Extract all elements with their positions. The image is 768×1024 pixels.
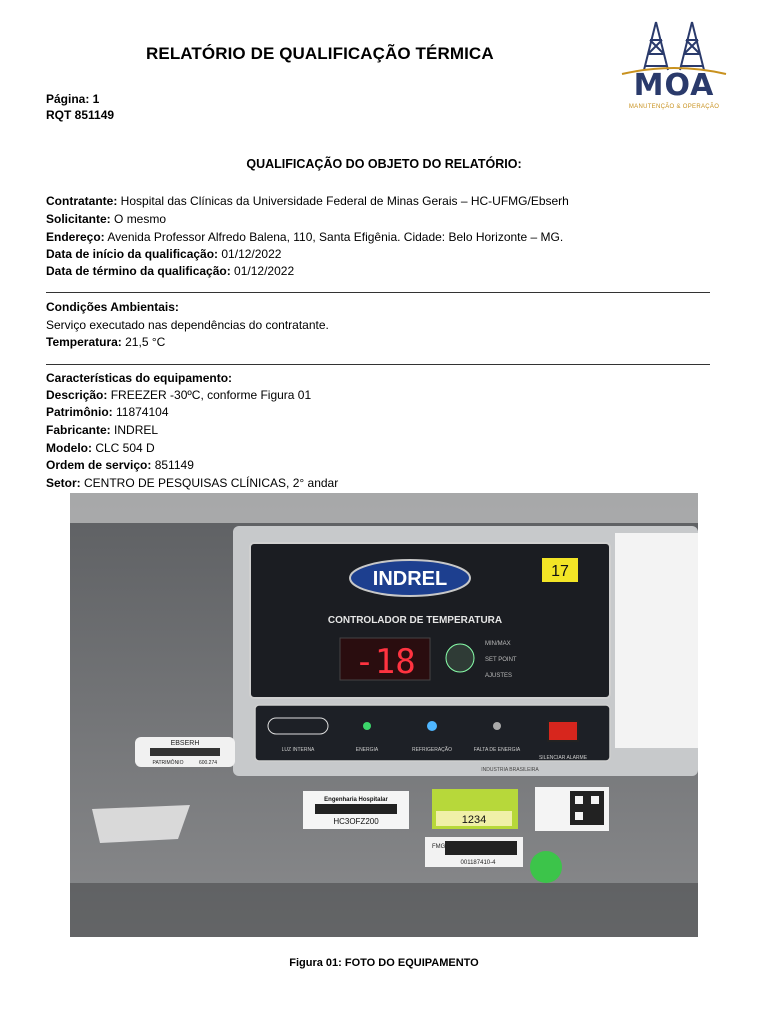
status-falta: FALTA DE ENERGIA [473, 747, 521, 753]
equipment-heading [46, 371, 232, 385]
endereco-line [46, 230, 563, 244]
green-tag-number: 1234 [461, 814, 487, 826]
report-title: RELATÓRIO DE QUALIFICAÇÃO TÉRMICA [146, 44, 494, 63]
fabricante-label: Fabricante: [46, 423, 111, 437]
solicitante-line [46, 212, 166, 226]
status-energia: ENERGIA [355, 747, 379, 753]
ebserh-tag: EBSERH [170, 740, 200, 747]
equipment-photo [70, 493, 698, 937]
patrimonio-value: 11874104 [112, 405, 169, 419]
endereco-label: Endereço: [46, 230, 105, 244]
controller-label: CONTROLADOR DE TEMPERATURA [327, 615, 503, 626]
solicitante-value: O mesmo [110, 212, 167, 226]
made-in-label: INDUSTRIA BRASILEIRA [481, 767, 539, 773]
solicitante-label: Solicitante: [46, 212, 111, 226]
mode-label-setpoint: SET POINT [485, 657, 517, 663]
termino-line [46, 264, 294, 278]
endereco-value: Avenida Professor Alfredo Balena, 110, Santa Efigênia. Cidade: Belo Horizonte – MG. [104, 230, 564, 244]
logo-text: MOA [633, 68, 715, 103]
inicio-line [46, 247, 281, 261]
report-id: RQT 851149 [46, 108, 115, 122]
termino-value: 01/12/2022 [230, 264, 295, 278]
patrimonio-label: Patrimônio: [46, 405, 113, 419]
eng-label: Engenharia Hospitalar [324, 797, 388, 803]
contratante-line [46, 194, 569, 208]
os-value: 851149 [151, 458, 194, 472]
status-luz: LUZ INTERNA [281, 747, 315, 753]
logo-subtitle: MANUTENÇÃO & OPERAÇÃO [628, 104, 720, 110]
setor-line [46, 476, 338, 490]
divider-1 [46, 292, 710, 293]
temperature-value: 21,5 °C [121, 335, 166, 349]
descricao-label: Descrição: [46, 388, 108, 402]
fmg-code: 001187410-4 [460, 860, 496, 866]
modelo-label: Modelo: [46, 441, 92, 455]
os-line [46, 458, 194, 472]
mode-label-minmax: MIN/MAX [485, 641, 511, 647]
temperature-display: -18 [354, 642, 416, 682]
contratante-value: Hospital das Clínicas da Universidade Federal de Minas Gerais – HC-UFMG/Ebserh [117, 194, 569, 208]
setor-value: CENTRO DE PESQUISAS CLÍNICAS, 2° andar [80, 476, 339, 490]
unit-number: 17 [551, 563, 569, 580]
status-refrigeracao: REFRIGERAÇÃO [411, 747, 453, 753]
eng-code: HC3OFZ200 [333, 817, 379, 826]
fabricante-value: INDREL [110, 423, 159, 437]
company-logo [614, 18, 734, 116]
descricao-value: FREEZER -30ºC, conforme Figura 01 [107, 388, 312, 402]
section-title: QUALIFICAÇÃO DO OBJETO DO RELATÓRIO: [246, 157, 522, 171]
environment-heading-text: Condições Ambientais: [46, 300, 179, 314]
inicio-label: Data de início da qualificação: [46, 247, 219, 261]
ebserh-number: 600.274 [198, 760, 218, 766]
ebserh-patrimonio: PATRIMÔNIO [152, 760, 184, 766]
freezer-illustration [70, 493, 698, 937]
setor-label: Setor: [46, 476, 81, 490]
modelo-value: CLC 504 D [92, 441, 155, 455]
environment-heading [46, 300, 179, 314]
fmg-label: FMG [432, 844, 446, 850]
os-label: Ordem de serviço: [46, 458, 152, 472]
mode-label-ajustes: AJUSTES [485, 673, 513, 679]
termino-label: Data de término da qualificação: [46, 264, 231, 278]
fabricante-line [46, 423, 158, 437]
figure-caption: Figura 01: FOTO DO EQUIPAMENTO [289, 957, 479, 969]
inicio-value: 01/12/2022 [218, 247, 282, 261]
temperature-line [46, 335, 165, 349]
temperature-label: Temperatura: [46, 335, 122, 349]
divider-2 [46, 364, 710, 365]
status-silenciar: SILENCIAR ALARME [538, 755, 588, 761]
descricao-line [46, 388, 311, 402]
contratante-label: Contratante: [46, 194, 118, 208]
service-text: Serviço executado nas dependências do contratante. [46, 318, 329, 332]
page-number: Página: 1 [46, 92, 100, 106]
modelo-line [46, 441, 155, 455]
brand-logo: INDREL [372, 568, 448, 590]
patrimonio-line [46, 405, 169, 419]
equipment-heading-text: Características do equipamento: [46, 371, 233, 385]
